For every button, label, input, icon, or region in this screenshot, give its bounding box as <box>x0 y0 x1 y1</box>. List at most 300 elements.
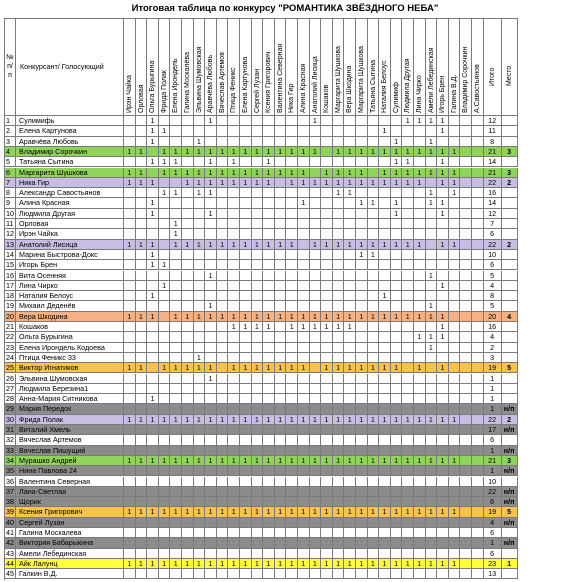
vote-cell <box>194 518 206 528</box>
vote-cell <box>472 198 484 208</box>
vote-cell: 1 <box>136 363 148 373</box>
vote-cell <box>240 126 252 136</box>
vote-cell <box>252 569 264 579</box>
contestant-name: Елена Картунова <box>16 126 124 136</box>
header-voter: Вячеслав Артемов <box>217 18 229 116</box>
vote-cell <box>344 250 356 260</box>
vote-cell <box>344 260 356 270</box>
vote-cell <box>170 322 182 332</box>
vote-cell: 1 <box>437 126 449 136</box>
vote-cell <box>414 271 426 281</box>
vote-cell: 1 <box>437 332 449 342</box>
vote-cell <box>298 466 310 476</box>
vote-cell: 1 <box>321 363 333 373</box>
vote-cell <box>124 487 136 497</box>
vote-cell: 1 <box>263 157 275 167</box>
vote-cell <box>472 343 484 353</box>
vote-cell <box>460 281 472 291</box>
vote-cell <box>437 549 449 559</box>
vote-cell <box>368 549 380 559</box>
vote-cell <box>147 528 159 538</box>
vote-cell <box>263 425 275 435</box>
vote-cell <box>159 178 171 188</box>
total-score: 21 <box>484 168 502 178</box>
vote-cell <box>275 260 287 270</box>
vote-cell <box>240 188 252 198</box>
vote-cell <box>170 404 182 414</box>
vote-cell <box>286 353 298 363</box>
vote-cell: 1 <box>402 507 414 517</box>
vote-cell <box>344 343 356 353</box>
vote-cell: 1 <box>159 456 171 466</box>
vote-cell <box>286 487 298 497</box>
vote-cell: 1 <box>240 240 252 250</box>
vote-cell <box>136 332 148 342</box>
vote-cell <box>414 322 426 332</box>
vote-cell <box>286 291 298 301</box>
vote-cell <box>333 271 345 281</box>
vote-cell: 1 <box>298 168 310 178</box>
vote-cell <box>460 415 472 425</box>
vote-cell <box>286 569 298 579</box>
vote-cell <box>368 528 380 538</box>
vote-cell <box>217 260 229 270</box>
header-voter: Татьяна Сытина <box>368 18 380 116</box>
vote-cell: 1 <box>275 312 287 322</box>
vote-cell: 1 <box>391 209 403 219</box>
vote-cell <box>205 518 217 528</box>
vote-cell: 1 <box>124 363 136 373</box>
row-number: 43 <box>6 548 14 558</box>
vote-cell: 1 <box>182 559 194 569</box>
row-number: 9 <box>4 198 16 208</box>
vote-cell <box>182 569 194 579</box>
vote-cell <box>414 466 426 476</box>
vote-cell <box>414 404 426 414</box>
vote-cell <box>321 281 333 291</box>
vote-cell <box>124 343 136 353</box>
vote-cell <box>379 198 391 208</box>
vote-cell <box>472 312 484 322</box>
total-score: 1 <box>484 404 502 414</box>
vote-cell <box>252 374 264 384</box>
vote-cell: 1 <box>182 415 194 425</box>
vote-cell: 1 <box>217 168 229 178</box>
vote-cell <box>460 363 472 373</box>
vote-cell: 1 <box>426 137 438 147</box>
vote-cell <box>321 271 333 281</box>
vote-cell <box>194 343 206 353</box>
vote-cell <box>147 301 159 311</box>
vote-cell <box>124 425 136 435</box>
vote-cell <box>205 260 217 270</box>
header-voter: Сергей Лузан <box>252 18 264 116</box>
vote-cell: 1 <box>391 456 403 466</box>
vote-cell <box>414 137 426 147</box>
vote-cell <box>426 404 438 414</box>
vote-cell <box>437 435 449 445</box>
vote-cell <box>275 137 287 147</box>
vote-cell <box>240 157 252 167</box>
vote-cell <box>310 363 322 373</box>
contestant-name: Фрида Полак <box>16 415 124 425</box>
vote-cell <box>263 116 275 126</box>
vote-cell: 1 <box>170 157 182 167</box>
vote-cell <box>194 549 206 559</box>
vote-cell: 1 <box>228 322 240 332</box>
vote-cell <box>379 569 391 579</box>
vote-cell <box>356 116 368 126</box>
vote-cell <box>344 116 356 126</box>
vote-cell <box>136 116 148 126</box>
vote-cell: 1 <box>298 147 310 157</box>
vote-cell <box>263 569 275 579</box>
vote-cell <box>460 126 472 136</box>
vote-cell <box>460 394 472 404</box>
vote-cell <box>321 569 333 579</box>
vote-cell <box>460 477 472 487</box>
vote-cell <box>368 435 380 445</box>
vote-cell <box>147 353 159 363</box>
vote-cell <box>402 487 414 497</box>
contestant-name: Ирэн Чайка <box>16 229 124 239</box>
header-voter: Галина В.Д. <box>449 18 461 116</box>
vote-cell <box>240 137 252 147</box>
vote-cell <box>217 281 229 291</box>
vote-cell: 1 <box>170 147 182 157</box>
vote-cell <box>182 549 194 559</box>
vote-cell <box>333 374 345 384</box>
vote-cell <box>240 404 252 414</box>
vote-cell: 1 <box>356 168 368 178</box>
total-score: 1 <box>484 446 502 456</box>
vote-cell <box>252 116 264 126</box>
contestant-name: Ольга Бурыгина <box>16 332 124 342</box>
vote-cell <box>217 384 229 394</box>
row-number: 35 <box>6 466 14 476</box>
vote-cell <box>414 157 426 167</box>
vote-cell <box>124 446 136 456</box>
contestant-name: Ксения Григорович <box>16 507 124 517</box>
vote-cell <box>449 116 461 126</box>
vote-cell <box>252 157 264 167</box>
vote-cell <box>124 518 136 528</box>
contestant-name: Марина Быстрова-Докс <box>16 250 124 260</box>
vote-cell: 1 <box>124 178 136 188</box>
vote-cell: 1 <box>368 559 380 569</box>
header-voter: Амели Лебединская <box>426 18 438 116</box>
vote-cell: 1 <box>437 116 449 126</box>
header-voter: Птица Феникс <box>228 18 240 116</box>
total-score: 20 <box>484 312 502 322</box>
vote-cell <box>217 188 229 198</box>
vote-cell: 1 <box>124 559 136 569</box>
vote-cell <box>449 260 461 270</box>
vote-cell <box>472 477 484 487</box>
vote-cell <box>310 291 322 301</box>
vote-cell <box>344 353 356 363</box>
contestant-name: Лина Чирко <box>16 281 124 291</box>
vote-cell: 1 <box>414 168 426 178</box>
vote-cell <box>391 518 403 528</box>
vote-cell <box>402 219 414 229</box>
vote-cell <box>310 549 322 559</box>
vote-cell <box>426 497 438 507</box>
vote-cell <box>275 157 287 167</box>
vote-cell: 1 <box>449 147 461 157</box>
vote-cell <box>298 260 310 270</box>
vote-cell: 1 <box>356 363 368 373</box>
vote-cell: 1 <box>228 363 240 373</box>
vote-cell: 1 <box>228 415 240 425</box>
row-number: 37 <box>6 486 14 496</box>
vote-cell <box>194 301 206 311</box>
vote-cell <box>460 291 472 301</box>
vote-cell <box>391 549 403 559</box>
vote-cell <box>136 250 148 260</box>
vote-cell: 1 <box>205 363 217 373</box>
vote-cell <box>391 538 403 548</box>
vote-cell <box>402 404 414 414</box>
vote-cell: 1 <box>449 559 461 569</box>
vote-cell <box>333 281 345 291</box>
vote-cell <box>402 425 414 435</box>
vote-cell: 1 <box>217 456 229 466</box>
vote-cell <box>344 281 356 291</box>
vote-cell <box>147 168 159 178</box>
vote-cell <box>449 487 461 497</box>
row-number: 10 <box>6 208 14 218</box>
vote-cell <box>449 435 461 445</box>
vote-cell <box>263 271 275 281</box>
vote-cell <box>275 332 287 342</box>
vote-cell <box>275 178 287 188</box>
vote-cell <box>460 209 472 219</box>
row-number: 6 <box>4 168 16 178</box>
vote-cell <box>263 137 275 147</box>
header-voter: Фрида Полак <box>159 18 171 116</box>
header-voter: Елена Ирондель <box>170 18 182 116</box>
vote-cell: 1 <box>240 507 252 517</box>
vote-cell: 1 <box>194 137 206 147</box>
vote-cell <box>356 425 368 435</box>
vote-cell <box>170 250 182 260</box>
vote-cell <box>217 435 229 445</box>
vote-cell <box>147 569 159 579</box>
vote-cell <box>414 394 426 404</box>
vote-cell <box>460 435 472 445</box>
vote-cell <box>368 229 380 239</box>
vote-cell <box>298 291 310 301</box>
vote-cell <box>275 425 287 435</box>
vote-cell <box>136 404 148 414</box>
place-value <box>502 260 518 270</box>
vote-cell <box>136 528 148 538</box>
place-value <box>502 384 518 394</box>
vote-cell <box>426 374 438 384</box>
vote-cell: 1 <box>159 363 171 373</box>
vote-cell <box>414 435 426 445</box>
vote-cell <box>252 384 264 394</box>
vote-cell <box>240 384 252 394</box>
total-score: 13 <box>484 569 502 579</box>
vote-cell <box>252 137 264 147</box>
row-number: 44 <box>6 558 14 568</box>
vote-cell <box>402 374 414 384</box>
vote-cell <box>286 497 298 507</box>
row-number: 1 <box>4 116 16 126</box>
place-value <box>502 322 518 332</box>
vote-cell: 1 <box>333 415 345 425</box>
vote-cell <box>228 291 240 301</box>
vote-cell: 1 <box>170 363 182 373</box>
vote-cell <box>217 394 229 404</box>
row-number: 16 <box>6 270 14 280</box>
vote-cell <box>310 435 322 445</box>
vote-cell: 1 <box>426 507 438 517</box>
vote-cell <box>414 518 426 528</box>
vote-cell <box>136 394 148 404</box>
vote-cell: 1 <box>321 559 333 569</box>
vote-cell <box>147 549 159 559</box>
vote-cell <box>368 281 380 291</box>
vote-cell <box>228 198 240 208</box>
vote-cell <box>344 528 356 538</box>
vote-cell <box>170 137 182 147</box>
vote-cell: 1 <box>402 456 414 466</box>
place-value: 2 <box>502 178 518 188</box>
vote-cell <box>356 343 368 353</box>
vote-cell <box>275 301 287 311</box>
vote-cell <box>147 322 159 332</box>
vote-cell: 1 <box>252 456 264 466</box>
vote-cell <box>252 353 264 363</box>
place-value <box>502 374 518 384</box>
vote-cell: 1 <box>379 559 391 569</box>
place-value <box>502 353 518 363</box>
vote-cell <box>472 374 484 384</box>
contestant-name: Елена Ирондель Кодоева <box>16 343 124 353</box>
vote-cell <box>344 157 356 167</box>
vote-cell <box>449 250 461 260</box>
vote-cell <box>460 497 472 507</box>
row-number: 17 <box>6 280 14 290</box>
vote-cell <box>449 394 461 404</box>
vote-cell <box>194 394 206 404</box>
vote-cell: 1 <box>449 507 461 517</box>
vote-cell: 1 <box>333 322 345 332</box>
vote-cell: 1 <box>217 240 229 250</box>
vote-cell <box>182 487 194 497</box>
header-contestant <box>16 18 124 116</box>
vote-cell <box>124 528 136 538</box>
total-score: 1 <box>484 374 502 384</box>
vote-cell <box>426 487 438 497</box>
total-score: 14 <box>484 198 502 208</box>
vote-cell <box>228 404 240 414</box>
vote-cell <box>275 466 287 476</box>
vote-cell <box>217 198 229 208</box>
vote-cell: 1 <box>414 363 426 373</box>
vote-cell <box>124 271 136 281</box>
vote-cell <box>275 404 287 414</box>
place-value <box>502 569 518 579</box>
vote-cell: 1 <box>449 415 461 425</box>
vote-cell <box>275 528 287 538</box>
vote-cell <box>368 425 380 435</box>
vote-cell: 1 <box>217 415 229 425</box>
vote-cell <box>228 281 240 291</box>
vote-cell <box>252 188 264 198</box>
vote-cell <box>368 497 380 507</box>
vote-cell <box>356 137 368 147</box>
row-number: 5 <box>4 157 16 167</box>
vote-cell <box>391 466 403 476</box>
vote-cell <box>136 549 148 559</box>
header-voter: Сулимиф <box>391 18 403 116</box>
vote-cell <box>472 168 484 178</box>
vote-cell <box>205 322 217 332</box>
vote-cell <box>159 528 171 538</box>
vote-cell <box>217 209 229 219</box>
vote-cell <box>321 528 333 538</box>
vote-cell: 1 <box>205 240 217 250</box>
vote-cell <box>170 116 182 126</box>
vote-cell: 1 <box>402 312 414 322</box>
vote-cell <box>228 549 240 559</box>
vote-cell <box>460 425 472 435</box>
vote-cell <box>228 219 240 229</box>
vote-cell <box>182 116 194 126</box>
vote-cell: 1 <box>437 281 449 291</box>
vote-cell: 1 <box>217 178 229 188</box>
vote-cell <box>333 446 345 456</box>
vote-cell <box>263 435 275 445</box>
vote-cell <box>437 497 449 507</box>
vote-cell: 1 <box>170 240 182 250</box>
vote-cell <box>170 291 182 301</box>
vote-cell <box>344 404 356 414</box>
vote-cell <box>136 374 148 384</box>
vote-cell <box>437 260 449 270</box>
vote-cell: 1 <box>321 456 333 466</box>
vote-cell: 1 <box>240 456 252 466</box>
vote-cell: 1 <box>321 178 333 188</box>
header-voter: Валентина Северная <box>275 18 287 116</box>
vote-cell: 1 <box>321 415 333 425</box>
vote-cell <box>426 291 438 301</box>
place-value: н/п <box>502 404 518 414</box>
vote-cell <box>205 435 217 445</box>
vote-cell <box>426 466 438 476</box>
vote-cell <box>298 477 310 487</box>
vote-cell <box>379 374 391 384</box>
vote-cell <box>252 446 264 456</box>
vote-cell <box>460 250 472 260</box>
vote-cell <box>449 477 461 487</box>
vote-cell: 1 <box>368 250 380 260</box>
vote-cell <box>240 528 252 538</box>
vote-cell: 1 <box>263 322 275 332</box>
vote-cell <box>344 466 356 476</box>
vote-cell <box>460 538 472 548</box>
vote-cell <box>263 332 275 342</box>
vote-cell: 1 <box>286 456 298 466</box>
vote-cell <box>414 250 426 260</box>
contestant-name: Мария Передок <box>16 404 124 414</box>
vote-cell <box>310 188 322 198</box>
row-number: 28 <box>6 394 14 404</box>
